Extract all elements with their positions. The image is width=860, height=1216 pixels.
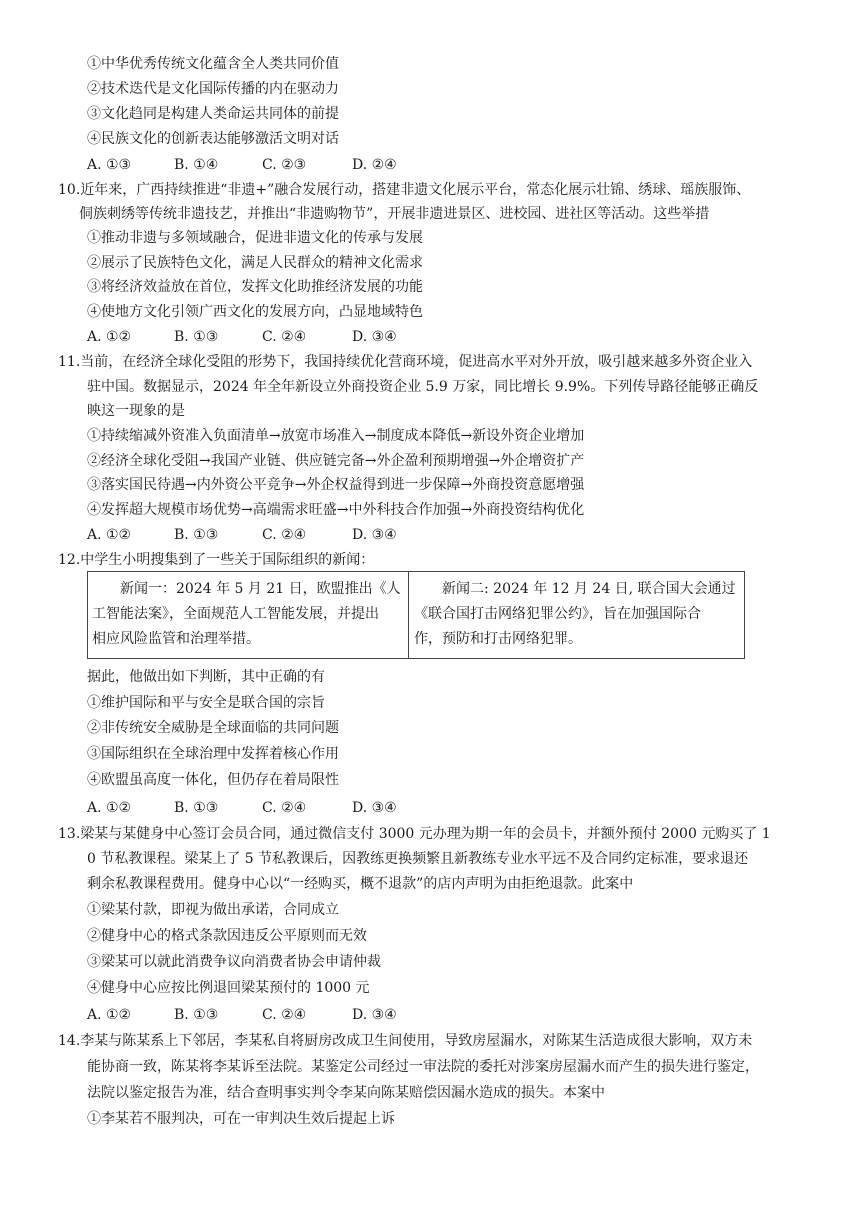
q13-statement-3: ③梁某可以就此消费争议向消费者协会申请仲裁 — [87, 954, 381, 970]
q12-option-c: C. ②④ — [262, 800, 307, 816]
q11-statement-4: ④发挥超大规模市场优势→高端需求旺盛→中外科技合作加强→外商投资结构优化 — [87, 502, 585, 518]
news-2-line-2: 《联合国打击网络犯罪公约》，旨在加强国际合 — [414, 606, 701, 622]
q9-statement-4: ④民族文化的创新表达能够激活文明对话 — [87, 131, 339, 147]
q13-stem-line-3: 剩余私教课程费用。健身中心以“一经购买，概不退款”的店内声明为由拒绝退款。此案中 — [87, 876, 634, 892]
q11-stem-line-3: 映这一现象的是 — [87, 403, 185, 419]
news-table-divider — [408, 572, 409, 658]
news-2-line-1: 新闻二: 2024 年 12 月 24 日, 联合国大会通过 — [442, 581, 736, 597]
q12-option-b: B. ①③ — [174, 800, 219, 816]
q13-stem-line-2: 0 节私教课程。梁某上了 5 节私教课后，因教练更换频繁且新教练专业水平远不及合同约定标准，要求退还 — [87, 851, 749, 867]
q9-statement-3: ③文化趋同是构建人类命运共同体的前提 — [87, 106, 339, 122]
q12-statement-4: ④欧盟虽高度一体化，但仍存在着局限性 — [87, 772, 339, 788]
q12-statement-3: ③国际组织在全球治理中发挥着核心作用 — [87, 746, 339, 762]
q13-option-b: B. ①③ — [174, 1007, 219, 1023]
q10-stem-line-2: 侗族刺绣等传统非遗技艺，并推出“非遗购物节”，开展非遗进景区、进校园、进社区等活动。这些举措 — [79, 206, 710, 222]
q12-lead: 据此，他做出如下判断，其中正确的有 — [87, 669, 325, 685]
q12-option-d: D. ③④ — [352, 800, 397, 816]
q13-statement-1: ①梁某付款，即视为做出承诺，合同成立 — [87, 902, 339, 918]
news-1-line-2: 工智能法案》，全面规范人工智能发展，并提出 — [92, 606, 379, 622]
q11-statement-1: ①持续缩减外资准入负面清单→放宽市场准入→制度成本降低→新设外资企业增加 — [87, 428, 585, 444]
q13-stem-line-1: 13.梁某与某健身中心签订会员合同，通过微信支付 3000 元办理为期一年的会员卡，并额外预付 2000 元购买了 1 — [58, 826, 771, 842]
q9-option-c: C. ②③ — [262, 157, 307, 173]
q12-statement-1: ①维护国际和平与安全是联合国的宗旨 — [87, 695, 325, 711]
q11-stem-line-1: 11.当前，在经济全球化受阻的形势下，我国持续优化营商环境，促进高水平对外开放，吸引越来越多外资企业入 — [58, 354, 753, 370]
q11-option-d: D. ③④ — [352, 527, 397, 543]
q9-option-d: D. ②④ — [352, 157, 397, 173]
q10-option-c: C. ②④ — [262, 329, 307, 345]
q11-option-c: C. ②④ — [262, 527, 307, 543]
q11-option-a: A. ①② — [87, 527, 132, 543]
news-table — [87, 571, 745, 659]
q12-stem: 12.中学生小明搜集到了一些关于国际组织的新闻： — [58, 552, 375, 568]
q9-statement-1: ①中华优秀传统文化蕴含全人类共同价值 — [87, 56, 339, 72]
q11-option-b: B. ①③ — [174, 527, 219, 543]
q14-stem-line-1: 14.李某与陈某系上下邻居，李某私自将厨房改成卫生间使用，导致房屋漏水，对陈某生活造成很大影响，双方未 — [58, 1033, 753, 1049]
q10-option-b: B. ①③ — [174, 329, 219, 345]
q12-option-a: A. ①② — [87, 800, 132, 816]
news-1-line-3: 相应风险监管和治理举措。 — [92, 631, 260, 647]
q14-statement-1: ①李某若不服判决，可在一审判决生效后提起上诉 — [87, 1111, 395, 1127]
q10-option-a: A. ①② — [87, 329, 132, 345]
news-1-line-1: 新闻一：2024 年 5 月 21 日，欧盟推出《人 — [120, 581, 401, 597]
q14-stem-line-3: 法院以鉴定报告为准，结合查明事实判令李某向陈某赔偿因漏水造成的损失。本案中 — [87, 1085, 605, 1101]
q10-statement-4: ④使地方文化引领广西文化的发展方向，凸显地域特色 — [87, 304, 423, 320]
q9-option-a: A. ①③ — [87, 157, 132, 173]
news-2-line-3: 作，预防和打击网络犯罪。 — [414, 631, 582, 647]
q12-statement-2: ②非传统安全威胁是全球面临的共同问题 — [87, 720, 339, 736]
q10-stem-line-1: 10.近年来，广西持续推进“非遗+”融合发展行动，搭建非遗文化展示平台，常态化展示壮锦、绣球、瑶族服饰、 — [58, 182, 751, 198]
q11-stem-line-2: 驻中国。数据显示，2024 年全年新设立外商投资企业 5.9 万家，同比增长 9.9%。下列传导路径能够正确反 — [87, 379, 759, 395]
q10-statement-1: ①推动非遗与多领域融合，促进非遗文化的传承与发展 — [87, 230, 423, 246]
q10-statement-3: ③将经济效益放在首位，发挥文化助推经济发展的功能 — [87, 279, 423, 295]
q13-option-a: A. ①② — [87, 1007, 132, 1023]
q11-statement-3: ③落实国民待遇→内外资公平竞争→外企权益得到进一步保障→外商投资意愿增强 — [87, 477, 585, 493]
q11-statement-2: ②经济全球化受阻→我国产业链、供应链完备→外企盈利预期增强→外企增资扩产 — [87, 453, 585, 469]
q10-option-d: D. ③④ — [352, 329, 397, 345]
q13-option-c: C. ②④ — [262, 1007, 307, 1023]
q9-statement-2: ②技术迭代是文化国际传播的内在驱动力 — [87, 81, 339, 97]
q13-statement-2: ②健身中心的格式条款因违反公平原则而无效 — [87, 928, 367, 944]
q9-option-b: B. ①④ — [174, 157, 219, 173]
q13-statement-4: ④健身中心应按比例退回梁某预付的 1000 元 — [87, 980, 370, 996]
q10-statement-2: ②展示了民族特色文化，满足人民群众的精神文化需求 — [87, 255, 423, 271]
q13-option-d: D. ③④ — [352, 1007, 397, 1023]
q14-stem-line-2: 能协商一致，陈某将李某诉至法院。某鉴定公司经过一审法院的委托对涉案房屋漏水而产生的损失进行鉴定， — [87, 1059, 759, 1075]
